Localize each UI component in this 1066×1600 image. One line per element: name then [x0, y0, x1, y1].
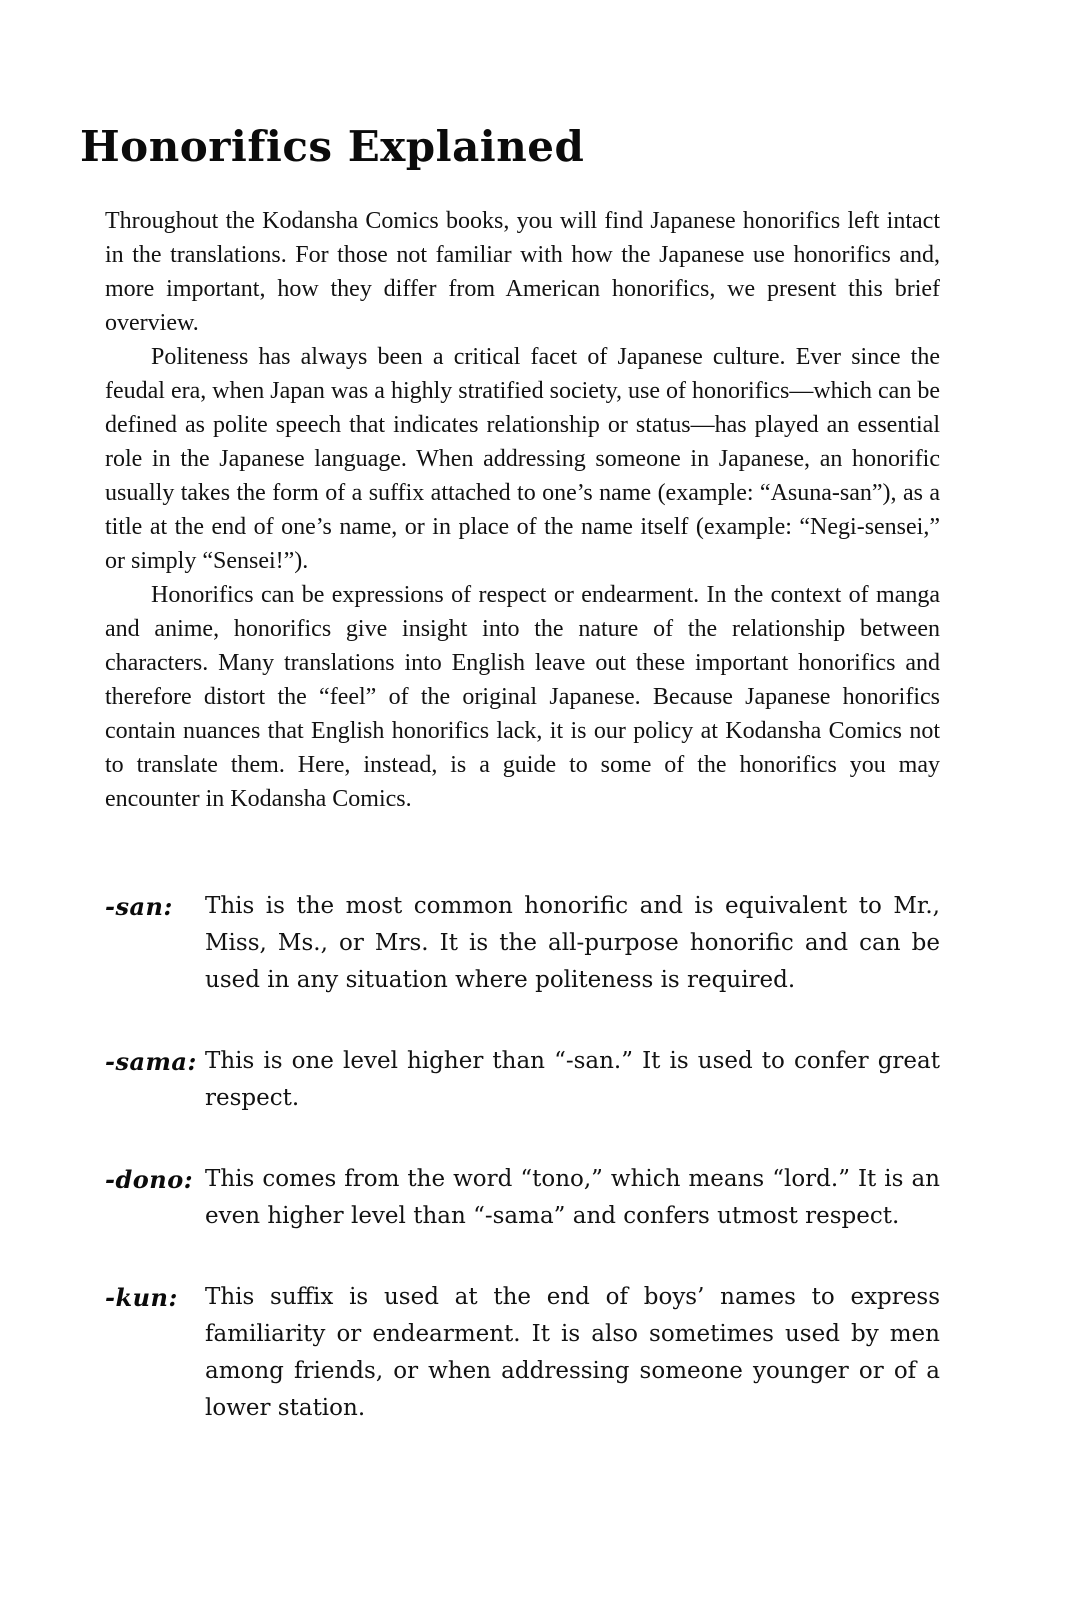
honorifics-list: [105, 888, 940, 1427]
honorific-entry-san: [105, 888, 940, 999]
paragraph-politeness: Politeness has always been a critical facet of Japanese culture. Ever since the feudal era, when Japan was a highly stratified society, use of honorifics—which can be defined as polite speech that indicates relationship or status—has played an essential role in the Japanese language. When addressing someone in Japanese, an honorific usually takes the form of a suffix attached to one’s name (example: “Asuna-san”), as a title at the end of one’s name, or in place of the name itself (example: “Negi-sensei,” or simply “Sensei!”).: [105, 344, 940, 574]
honorific-definition-sama: This is one level higher than “-san.” It is used to confer great respect.: [205, 1048, 940, 1111]
intro-paragraphs: [105, 204, 940, 816]
honorific-entry-dono: [105, 1161, 940, 1235]
honorific-definition-kun: This suffix is used at the end of boys’ names to express familiarity or endearment. It is also sometimes used by men among friends, or when addressing someone younger or of a lower station.: [205, 1284, 940, 1421]
honorific-label-sama: -sama:: [105, 1047, 197, 1076]
honorific-entry-sama: [105, 1043, 940, 1117]
paragraph-intro: Throughout the Kodansha Comics books, you will find Japanese honorifics left intact in the translations. For those not familiar with how the Japanese use honorifics and, more important, how they differ from American honorifics, we present this brief overview.: [105, 208, 940, 336]
paragraph-policy: Honorifics can be expressions of respect or endearment. In the context of manga and anime, honorifics give insight into the nature of the relationship between characters. Many translations into English leave out these important honorifics and therefore distort the “feel” of the original Japanese. Because Japanese honorifics contain nuances that English honorifics lack, it is our policy at Kodansha Comics not to translate them. Here, instead, is a guide to some of the honorifics you may encounter in Kodansha Comics.: [105, 582, 940, 812]
honorific-definition-san: This is the most common honorific and is equivalent to Mr., Miss, Ms., or Mrs. It is the all-purpose honorific and can be used in any situation where politeness is required.: [205, 893, 940, 993]
honorific-label-dono: -dono:: [105, 1165, 194, 1194]
honorific-label-san: -san:: [105, 892, 173, 921]
honorific-label-kun: -kun:: [105, 1283, 178, 1312]
honorific-entry-kun: [105, 1279, 940, 1427]
page-title: Honorifics Explained: [80, 122, 585, 171]
honorific-definition-dono: This comes from the word “tono,” which means “lord.” It is an even higher level than “-sama” and confers utmost respect.: [205, 1166, 940, 1229]
